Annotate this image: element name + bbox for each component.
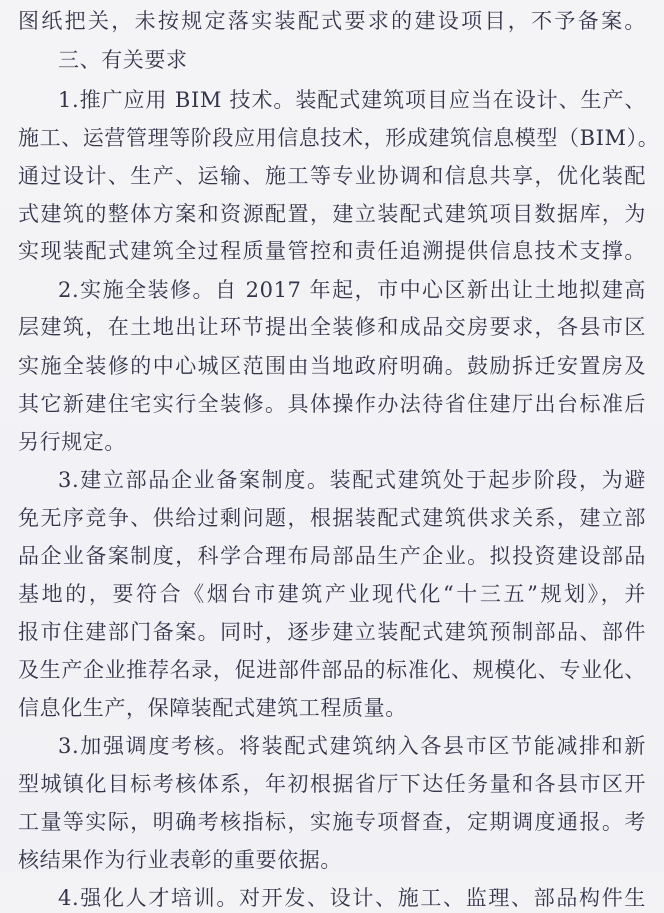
text-line-7: 实现装配式建筑全过程质量管控和责任追溯提供信息技术支撑。 bbox=[18, 239, 646, 263]
text-line-6: 式建筑的整体方案和资源配置，建立装配式建筑项目数据库，为 bbox=[18, 202, 646, 226]
text-line-8: 2.实施全装修。自 2017 年起，市中心区新出让土地拟建高 bbox=[58, 278, 646, 302]
text-line-5: 通过设计、生产、运输、施工等专业协调和信息共享，优化装配 bbox=[18, 164, 646, 188]
section-heading: 三、有关要求 bbox=[58, 48, 188, 72]
text-line-15: 品企业备案制度，科学合理布局部品生产企业。拟投资建设部品 bbox=[18, 544, 646, 568]
text-line-3: 1.推广应用 BIM 技术。装配式建筑项目应当在设计、生产、 bbox=[58, 88, 646, 112]
text-line-4: 施工、运营管理等阶段应用信息技术，形成建筑信息模型（BIM）。 bbox=[18, 126, 660, 150]
text-line-21: 型城镇化目标考核体系，年初根据省厅下达任务量和各县市区开 bbox=[18, 772, 646, 796]
text-line-14: 免无序竞争、供给过剩问题，根据装配式建筑供求关系，建立部 bbox=[18, 506, 646, 530]
text-line-10: 实施全装修的中心城区范围由当地政府明确。鼓励拆迁安置房及 bbox=[18, 354, 646, 378]
text-line-16: 基地的，要符合《烟台市建筑产业现代化“十三五”规划》，并 bbox=[18, 582, 646, 606]
text-line-23: 核结果作为行业表彰的重要依据。 bbox=[18, 848, 342, 872]
text-line-12: 另行规定。 bbox=[18, 430, 126, 454]
text-line-11: 其它新建住宅实行全装修。具体操作办法待省住建厅出台标准后 bbox=[18, 392, 646, 416]
text-line-20: 3.加强调度考核。将装配式建筑纳入各县市区节能减排和新 bbox=[58, 734, 646, 758]
text-line-13: 3.建立部品企业备案制度。装配式建筑处于起步阶段，为避 bbox=[58, 468, 646, 492]
text-line-18: 及生产企业推荐名录，促进部件部品的标准化、规模化、专业化、 bbox=[18, 658, 646, 682]
text-line-1: 图纸把关，未按规定落实装配式要求的建设项目，不予备案。 bbox=[18, 9, 646, 33]
text-line-22: 工量等实际，明确考核指标，实施专项督查，定期调度通报。考 bbox=[18, 810, 646, 834]
text-line-17: 报市住建部门备案。同时，逐步建立装配式建筑预制部品、部件 bbox=[18, 620, 646, 644]
text-line-9: 层建筑，在土地出让环节提出全装修和成品交房要求，各县市区 bbox=[18, 315, 646, 339]
text-line-19: 信息化生产，保障装配式建筑工程质量。 bbox=[18, 696, 407, 720]
text-line-24: 4.强化人才培训。对开发、设计、施工、监理、部品构件生 bbox=[58, 886, 646, 910]
